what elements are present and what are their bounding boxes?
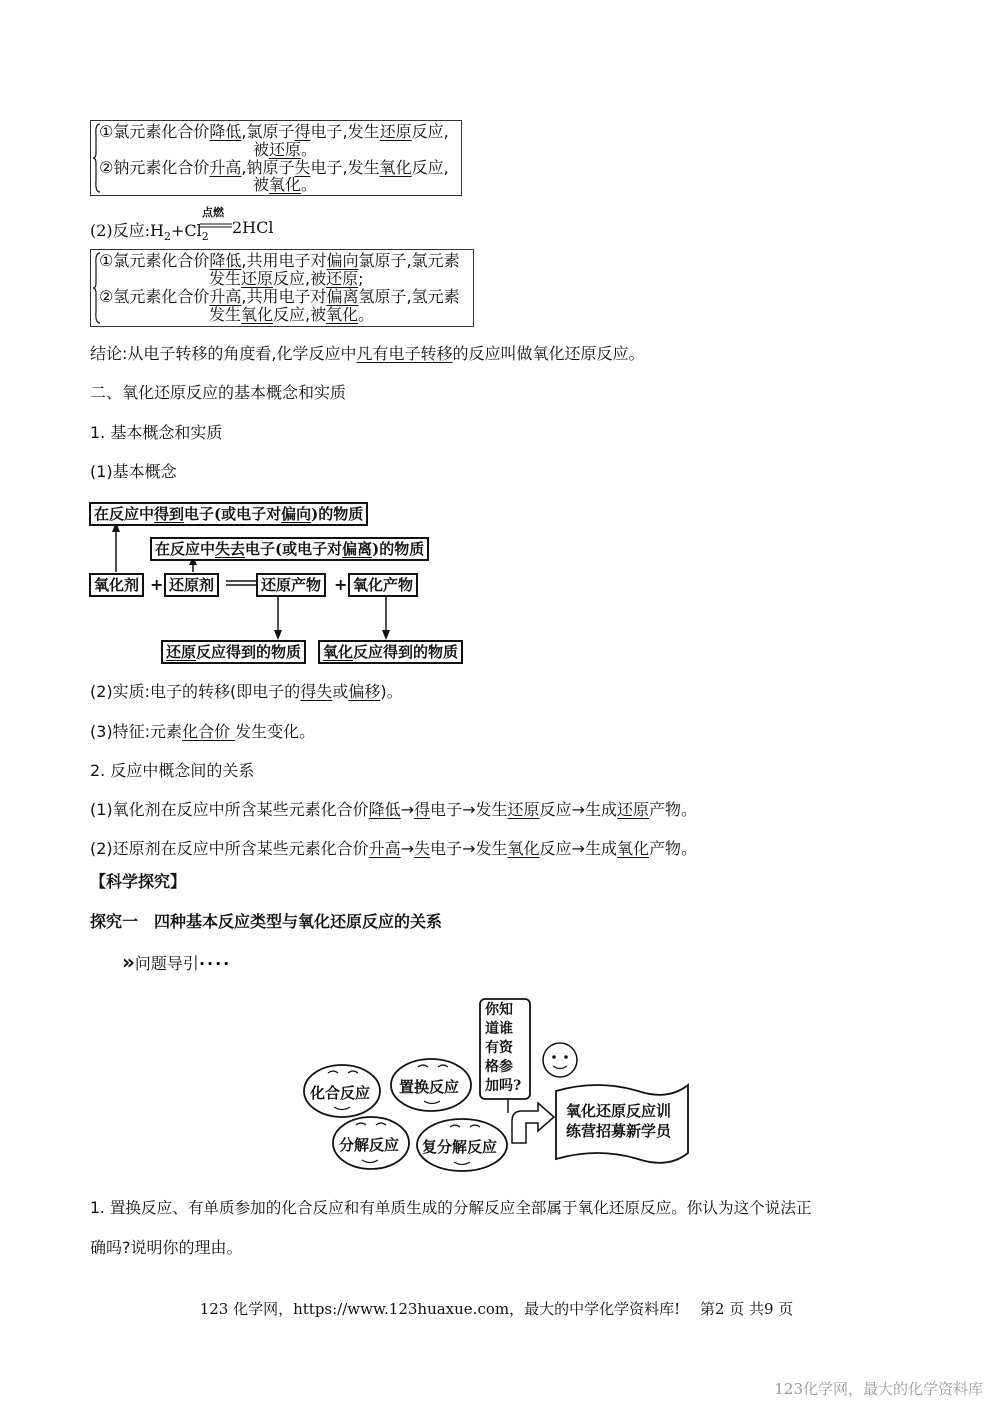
reductant-box: 还原剂 (164, 573, 219, 597)
box1-row2: 被还原。 (253, 140, 318, 159)
sub1-title: 1. 基本概念和实质 (90, 423, 223, 442)
question1-line1: 1. 置换反应、有单质参加的化合反应和有单质生成的分解反应全部属于氧化还原反应。你认为这个说法正 (90, 1199, 812, 1217)
reaction-condition: 点燃 (202, 206, 224, 219)
question-guide: »问题导引···· (122, 950, 232, 974)
watermark: 123化学网，最大的化学资料库 (774, 1380, 983, 1398)
combination-reaction-bubble: 化合反应 (310, 1084, 371, 1102)
displacement-reaction-bubble: 置换反应 (399, 1078, 460, 1096)
decomposition-reaction-bubble: 分解反应 (339, 1136, 400, 1154)
essence-text: (2)实质:电子的转移(即电子的得失或偏移)。 (90, 682, 403, 701)
relation1-text: (1)氧化剂在反应中所含某些元素化合价降低→得电子→发生还原反应→生成还原产物。 (90, 800, 697, 819)
box1-row3: ②钠元素化合价升高,钠原子失电子,发生氧化反应, (99, 158, 449, 177)
box2-row3: ②氢元素化合价升高,共用电子对偏离氢原子,氢元素 (99, 287, 460, 306)
oxidant-box: 氧化剂 (89, 573, 144, 597)
box2-row4: 发生氧化反应,被氧化。 (209, 305, 375, 324)
question-sign: 你知 道谁 有资 格参 加吗? (485, 1002, 522, 1094)
explore1-title: 探究一 四种基本反应类型与氧化还原反应的关系 (90, 912, 443, 931)
double-decomposition-reaction-bubble: 复分解反应 (422, 1138, 498, 1156)
sub2-title: 2. 反应中概念间的关系 (90, 761, 255, 780)
conclusion-text: 结论:从电子转移的角度看,化学反应中凡有电子转移的反应叫做氧化还原反应。 (90, 344, 645, 363)
reduction-product-definition: 还原反应得到的物质 (161, 640, 306, 664)
reaction2-equation: (2)反应$:H_2+Cl_2$ 点燃 2HCl (90, 206, 274, 244)
reduction-product-box: 还原产物 (256, 573, 326, 597)
oxidation-product-box: 氧化产物 (348, 573, 418, 597)
box2-row2: 发生还原反应,被还原; (209, 269, 364, 288)
concept-diagram: 在反应中得到电子(或电子对偏向)的物质 在反应中失去电子(或电子对偏离)的物质 氧化剂 + 还原剂 还原产物 + 氧化产物 还原反应得到的物质 氧化反应得到的物质 (88, 500, 488, 670)
oxidant-definition: 在反应中得到电子(或电子对偏向)的物质 (89, 502, 368, 526)
reaction1-explanation-box (90, 120, 462, 196)
cartoon-illustration (298, 993, 693, 1183)
equals-sign-icon (200, 222, 232, 230)
box1-row4: 被氧化。 (253, 175, 318, 194)
recruitment-banner: 氧化还原反应训 练营招募新学员 (566, 1102, 672, 1140)
explore-header: 【科学探究】 (90, 872, 187, 891)
section2-title: 二、氧化还原反应的基本概念和实质 (90, 383, 347, 402)
question1-line2: 确吗?说明你的理由。 (90, 1238, 243, 1257)
oxidation-product-definition: 氧化反应得到的物质 (318, 640, 463, 664)
double-chevron-icon: » (122, 950, 135, 974)
reductant-definition: 在反应中失去电子(或电子对偏离)的物质 (150, 537, 429, 561)
page-footer: 123 化学网，https://www.123huaxue.com，最大的中学化学资料库! 第2 页 共9 页 (199, 1300, 794, 1318)
reaction2-explanation-box (90, 249, 474, 327)
sub1-1-title: (1)基本概念 (90, 462, 177, 481)
feature-text: (3)特征:元素化合价 发生变化。 (90, 722, 316, 741)
box2-row1: ①氯元素化合价降低,共用电子对偏向氯原子,氯元素 (99, 251, 460, 270)
relation2-text: (2)还原剂在反应中所含某些元素化合价升高→失电子→发生氧化反应→生成氧化产物。 (90, 839, 697, 858)
box1-row1: ①氯元素化合价降低,氯原子得电子,发生还原反应, (99, 122, 449, 141)
